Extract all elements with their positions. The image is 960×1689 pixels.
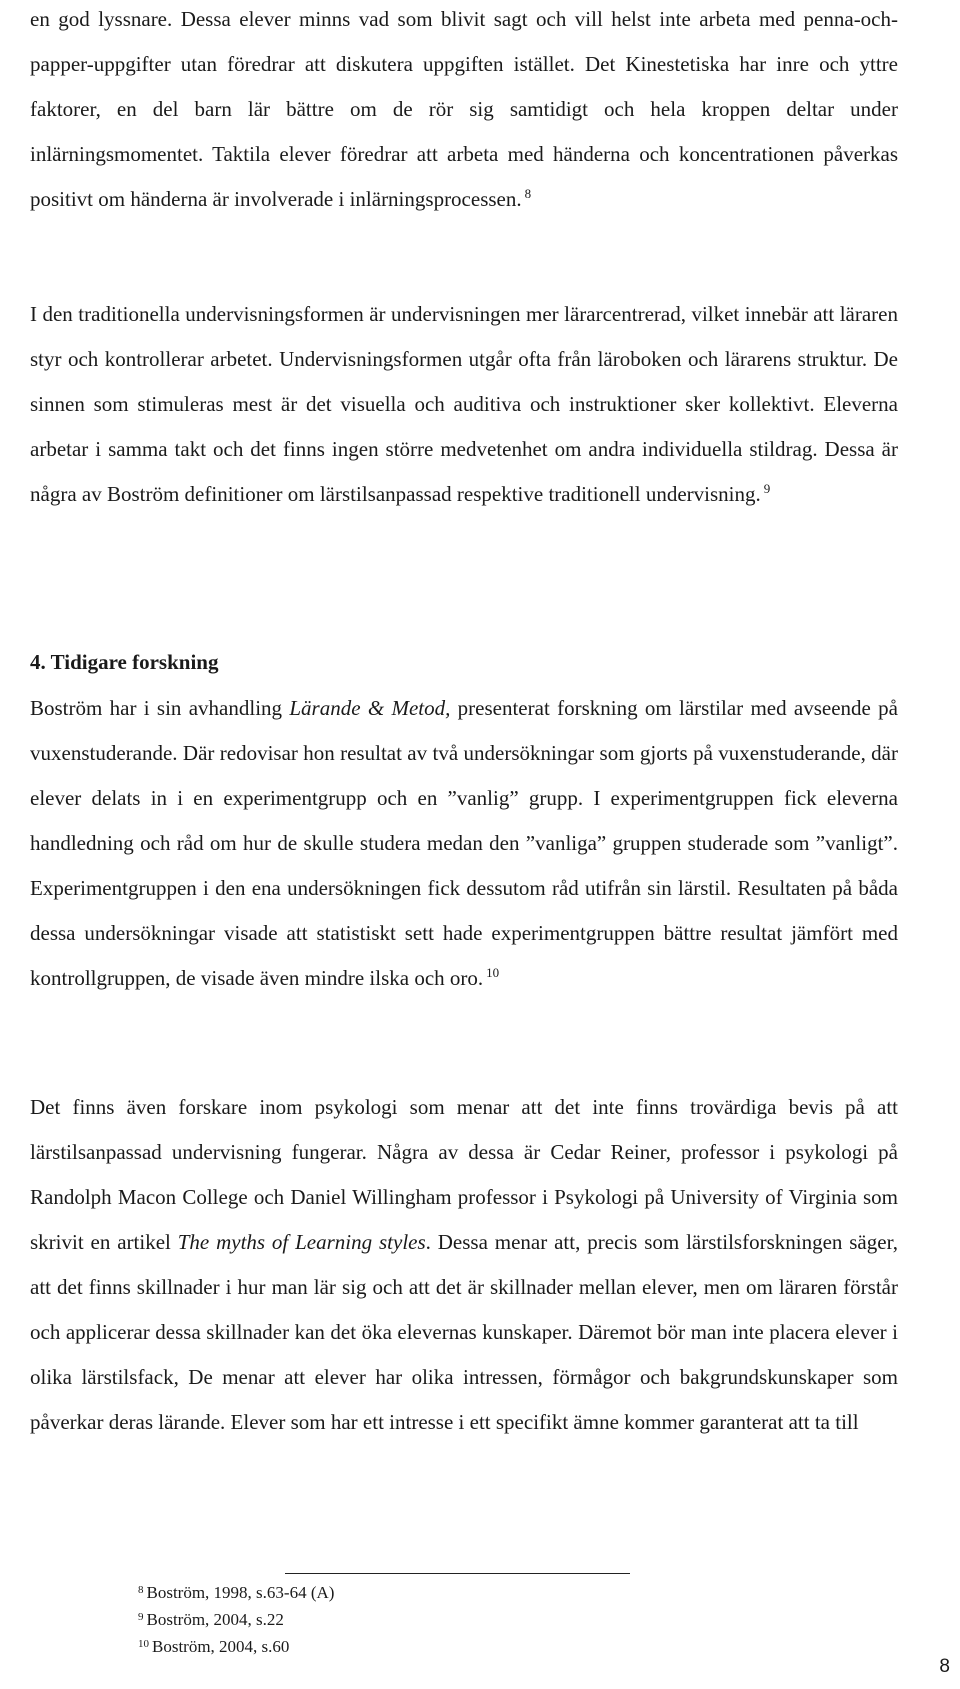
paragraph-learning-styles xyxy=(30,0,898,222)
footnote-number: 8 xyxy=(138,1584,144,1596)
footnote-number: 9 xyxy=(138,1611,144,1623)
footnote-ref: 9 xyxy=(763,481,771,496)
footnote xyxy=(138,1582,334,1604)
footnote xyxy=(138,1609,284,1631)
footnote-text: Boström, 1998, s.63-64 (A) xyxy=(146,1583,335,1602)
footnote xyxy=(138,1636,289,1658)
paragraph-text: presenterat forskning om lärstilar med avseende på vuxenstuderande. Där redovisar hon resultat av två undersökningar som gjorts på vuxenstuderande, där elever delats in i en experimentgrupp och en ”vanlig” grupp. I experimentgruppen fick eleverna handledning och råd om hur de skulle studera medan den ”vanliga” gruppen studerade som ”vanligt”. Experimentgruppen i den ena undersökningen fick dessutom råd utifrån sin lärstil. Resultaten på båda dessa undersökningar visade att statistiskt sett hade experimentgruppen bättre resultat jämfört med kontrollgruppen, de visade även mindre ilska och oro. xyxy=(30,696,899,990)
footnote-separator xyxy=(285,1573,630,1574)
footnote-ref: 10 xyxy=(486,965,500,980)
paragraph-psychology-critique xyxy=(30,1085,898,1445)
italic-title: The myths of Learning styles xyxy=(177,1230,426,1254)
section-heading: 4. Tidigare forskning xyxy=(30,650,219,674)
paragraph-text: . Dessa menar att, precis som lärstilsforskningen säger, att det finns skillnader i hur man lär sig och att det är skillnader mellan elever, men om läraren förstår och applicerar dessa skillnader kan det öka elevernas kunskaper. Däremot bör man inte placera elever i olika lärstilsfack, De menar att elever har olika intressen, förmågor och bakgrundskunskaper som påverkar deras lärande. Elever som har ett intresse i ett specifikt ämne kommer garanterat att ta till xyxy=(30,1230,898,1434)
footnote-text: Boström, 2004, s.60 xyxy=(152,1637,290,1656)
paragraph-text: I den traditionella undervisningsformen är undervisningen mer lärarcentrerad, vilket innebär att läraren styr och kontrollerar arbetet. Undervisningsformen utgår ofta från läroboken och lärarens struktur. De sinnen som stimuleras mest är det visuella och auditiva och instruktioner sker kollektivt. Eleverna arbetar i samma takt och det finns ingen större medvetenhet om andra individuella stildrag. Dessa är några av Boström definitioner om lärstilsanpassad respektive traditionell undervisning. xyxy=(30,302,898,506)
paragraph-text: Boström har i sin avhandling xyxy=(30,696,290,720)
footnote-ref: 8 xyxy=(524,186,532,201)
footnote-number: 10 xyxy=(138,1638,149,1650)
footnote-text: Boström, 2004, s.22 xyxy=(146,1610,284,1629)
paragraph-text: Det finns även forskare inom psykologi som menar att det inte finns trovärdiga bevis på att lärstilsanpassad undervisning fungerar. Några av dessa är Cedar Reiner, professor i psykologi på Randolph Macon College och Daniel Willingham professor i Psykologi på University of Virginia som skrivit en artikel xyxy=(30,1095,898,1254)
italic-title: Lärande & Metod, xyxy=(289,696,451,720)
page-number: 8 xyxy=(939,1656,950,1677)
paragraph-traditional-teaching xyxy=(30,292,898,517)
paragraph-previous-research xyxy=(30,686,898,1001)
paragraph-text: en god lyssnare. Dessa elever minns vad som blivit sagt och vill helst inte arbeta med penna-och-papper-uppgifter utan föredrar att diskutera uppgiften istället. Det Kinestetiska har inre och yttre faktorer, en del barn lär bättre om de rör sig samtidigt och hela kroppen deltar under inlärningsmomentet. Taktila elever föredrar att arbeta med händerna och koncentrationen påverkas positivt om händerna är involverade i inlärningsprocessen. xyxy=(30,7,898,211)
